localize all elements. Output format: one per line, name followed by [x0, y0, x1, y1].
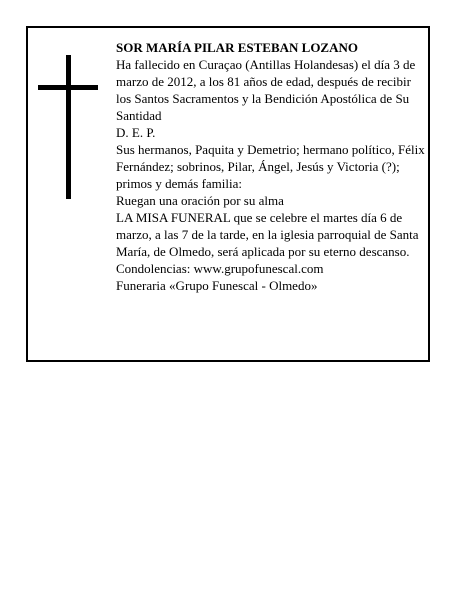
condolences-line: Condolencias: www.grupofunescal.com	[116, 261, 324, 276]
family-list: Sus hermanos, Paquita y Demetrio; hermano político, Félix Fernández; sobrinos, Pilar, Ángel, Jesús y Victoria (?); primos y demás familia:	[116, 142, 425, 191]
obituary-notice	[26, 26, 430, 362]
funeral-home: Funeraria «Grupo Funescal - Olmedo»	[116, 278, 318, 293]
death-announcement: Ha fallecido en Curaçao (Antillas Holandesas) el día 3 de marzo de 2012, a los 81 años de edad, después de recibir los Santos Sacramentos y la Bendición Apostólica de Su Santidad	[116, 57, 416, 123]
obituary-text	[116, 39, 428, 294]
cross-vertical-bar	[66, 55, 71, 199]
funeral-mass-info: LA MISA FUNERAL que se celebre el martes día 6 de marzo, a las 7 de la tarde, en la iglesia parroquial de Santa María, de Olmedo, será aplicada por su eterno descanso.	[116, 210, 419, 259]
prayer-request: Ruegan una oración por su alma	[116, 193, 284, 208]
cross-horizontal-bar	[38, 85, 98, 90]
deceased-name: SOR MARÍA PILAR ESTEBAN LOZANO	[116, 40, 358, 55]
cross-icon	[38, 55, 98, 199]
dep-line: D. E. P.	[116, 125, 156, 140]
